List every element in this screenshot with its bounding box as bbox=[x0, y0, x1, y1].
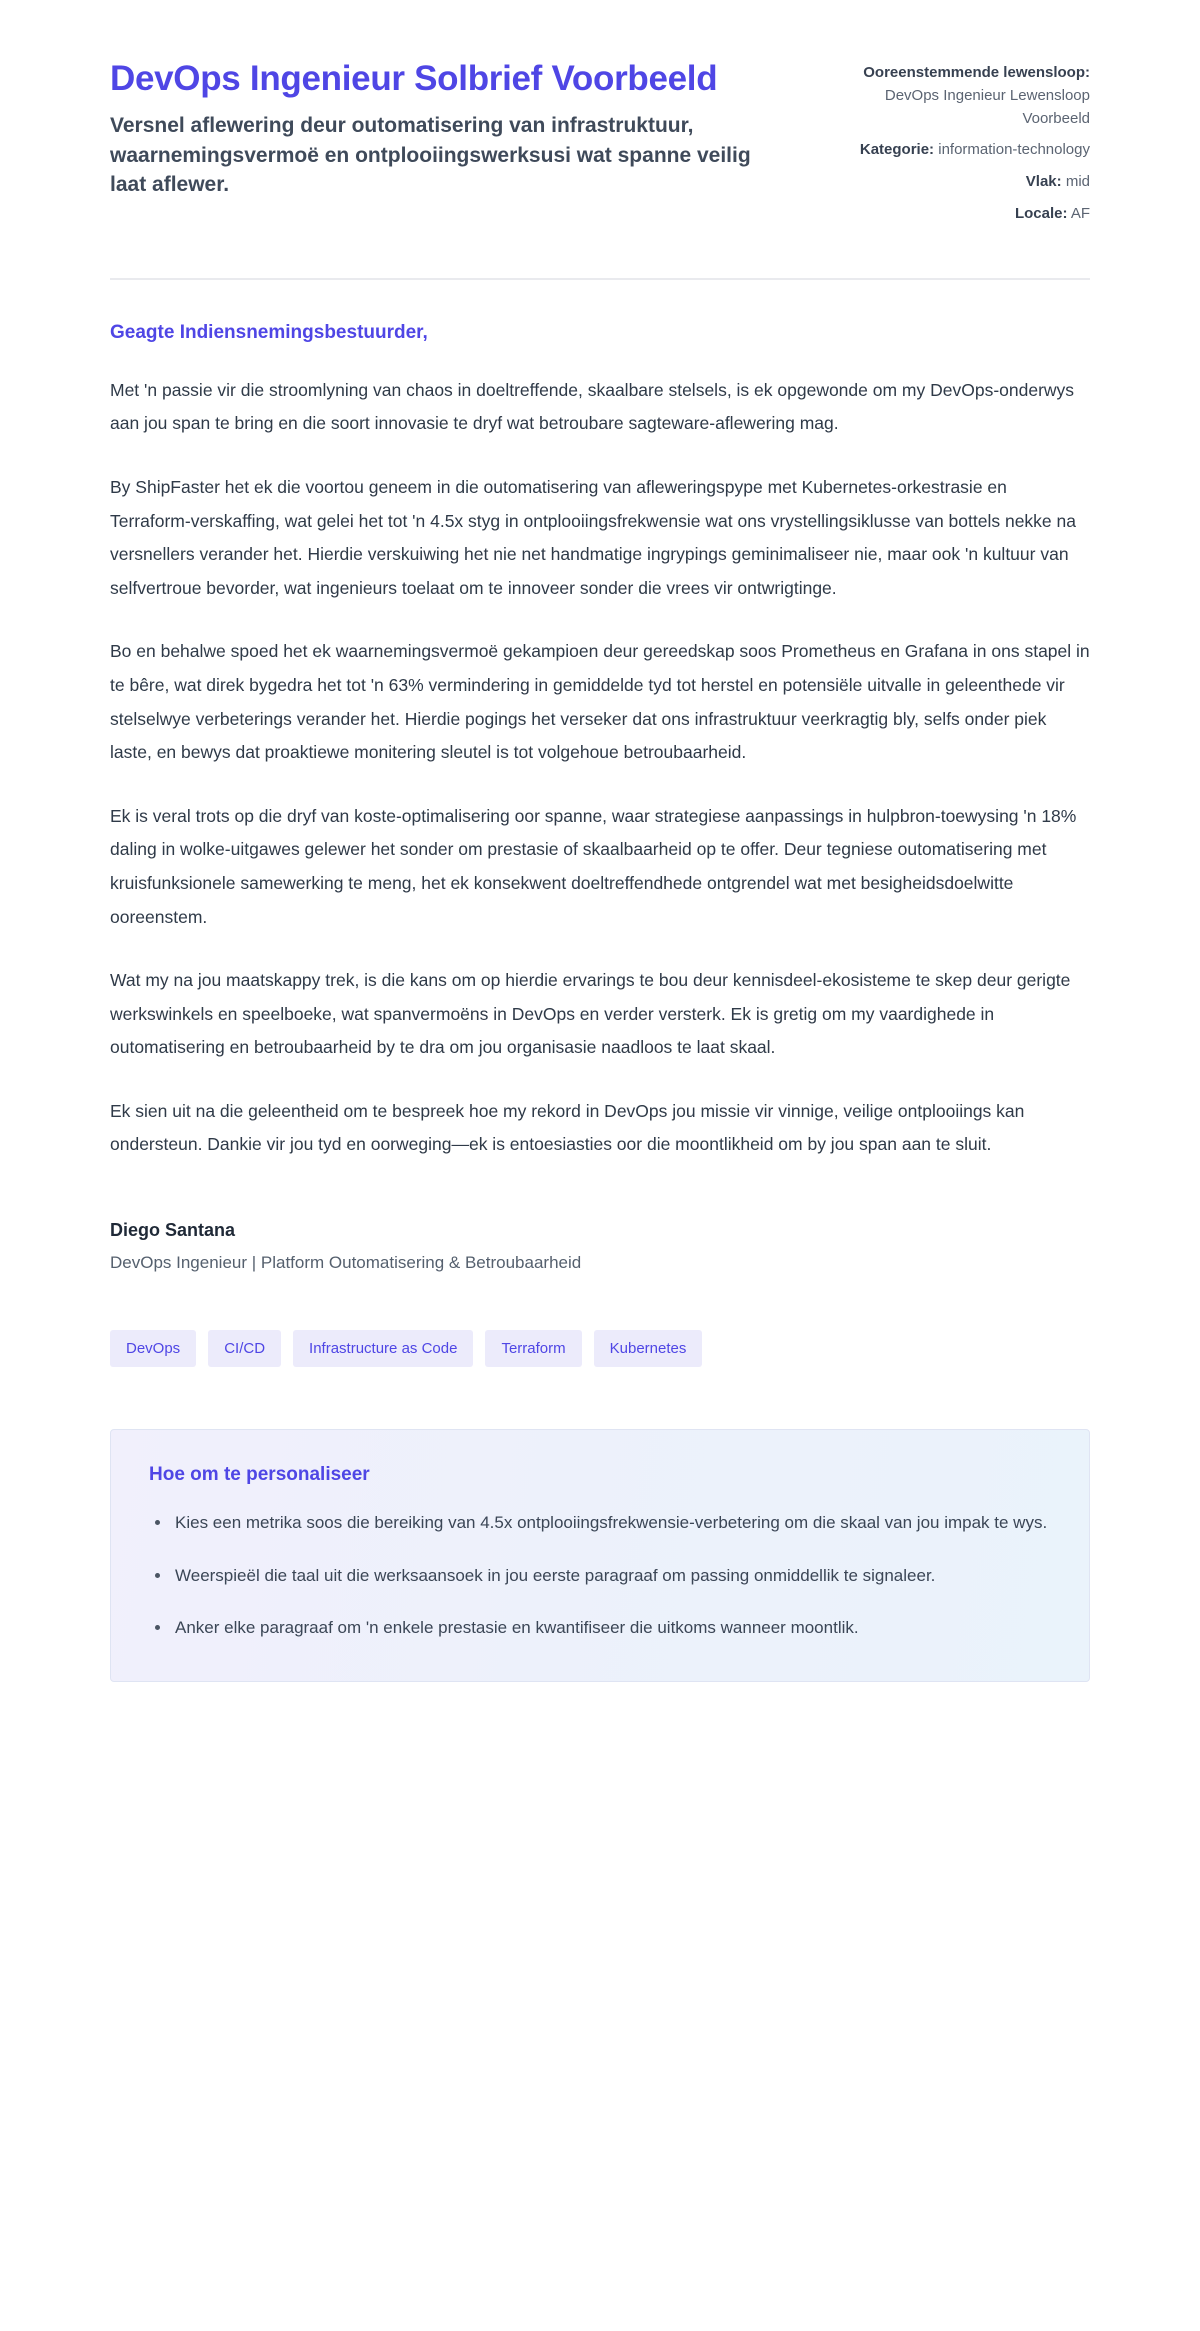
document-metadata bbox=[840, 58, 1090, 226]
tag-list bbox=[110, 1330, 1090, 1367]
signature-role: DevOps Ingenieur | Platform Outomatisering & Betroubaarheid bbox=[110, 1253, 582, 1273]
meta-value: mid bbox=[1065, 173, 1090, 191]
tag-chip[interactable]: DevOps bbox=[110, 1330, 196, 1367]
meta-label: Vlak: bbox=[1025, 173, 1062, 191]
callout-tip-item: Weerspieël die taal uit die werksaansoek in jou eerste paragraaf om passing onmiddellik te signaleer. bbox=[149, 1561, 1051, 1591]
tag-chip[interactable]: Kubernetes bbox=[594, 1330, 703, 1367]
letter-paragraph: Ek sien uit na die geleentheid om te bespreek hoe my rekord in DevOps jou missie vir vinnige, veilige ontplooiings kan ondersteun. Dankie vir jou tyd en oorweging—ek is entoesiasties oor die moontlikheid om by jou span aan te sluit. bbox=[110, 1100, 1025, 1155]
meta-row-level bbox=[840, 171, 1090, 194]
tag-chip[interactable]: Terraform bbox=[485, 1330, 581, 1367]
signature-name: Diego Santana bbox=[110, 1220, 236, 1241]
document-header bbox=[110, 0, 1090, 226]
letter-paragraph: Ek is veral trots op die dryf van koste-optimalisering oor spanne, waar strategiese aanpassings in hulpbron-toewysing 'n 18% daling in wolke-uitgawes gelewer het sonder om prestasie of skaalbaarheid op te offer. Deur tegniese outomatisering met kruisfunksionele samewerking te meng, het ek konsekwent doeltreffendhede ontgrendel wat met besigheidsdoelwitte ooreenstem. bbox=[110, 805, 1077, 927]
meta-row-matching-resume bbox=[840, 62, 1090, 130]
letter-paragraph: By ShipFaster het ek die voortou geneem in die outomatisering van afleweringspype met Kubernetes-orkestrasie en Terraform-verskaffing, wat gelei het tot 'n 4.5x styg in ontplooiingsfrekwensie wat ons vrystellingsiklusse van bottels nekke na versnellers verander het. Hierdie verskuiwing het nie net handmatige ingrypings geminimaliseer nie, maar ook 'n kultuur van selfvertroue bevorder, wat ingenieurs toelaat om te innoveer sonder die vrees vir ontwrigtinge. bbox=[110, 476, 1076, 598]
page-subtitle: Versnel aflewering deur outomatisering van infrastruktuur, waarnemingsvermoë en ontplooiingswerksusi wat spanne veilig laat aflewer. bbox=[110, 113, 751, 197]
salutation: Geagte Indiensnemingsbestuurder, bbox=[110, 321, 428, 343]
meta-label: Ooreenstemmende lewensloop: bbox=[863, 64, 1090, 81]
letter-body bbox=[110, 280, 1090, 1682]
letter-paragraph: Wat my na jou maatskappy trek, is die kans om op hierdie ervarings te bou deur kennisdeel-ekosisteme te skep deur gerigte werkswinkels en speelboeke, wat spanvermoëns in DevOps en verder versterk. Ek is gretig om my vaardighede in outomatisering en betroubaarheid by te dra om jou organisasie naadloos te laat skaal. bbox=[110, 970, 1071, 1058]
letter-paragraph: Met 'n passie vir die stroomlyning van chaos in doeltreffende, skaalbare stelsels, is ek opgewonde om my DevOps-onderwys aan jou span te bring en die soort innovasie te dryf wat betroubare sagteware-aflewering mag. bbox=[110, 379, 1075, 434]
callout-tip-list bbox=[149, 1508, 1051, 1643]
signature-block bbox=[110, 1220, 1090, 1276]
meta-value: information-technology bbox=[938, 141, 1090, 159]
letter-paragraph: Bo en behalwe spoed het ek waarnemingsvermoë gekampioen deur gereedskap soos Prometheus en Grafana in ons stapel in te bêre, wat direk bygedra het tot 'n 63% vermindering in gemiddelde tyd tot herstel en potensiële uitvalle in geleenthede vir stelselwye verbeterings verander het. Hierdie pogings het verseker dat ons infrastruktuur veerkragtig bly, selfs onder piek laste, en bewys dat proaktiewe monitering sleutel is tot volgehoue betroubaarheid. bbox=[110, 641, 1090, 763]
meta-label: Locale: bbox=[1014, 204, 1068, 222]
tag-chip[interactable]: Infrastructure as Code bbox=[293, 1330, 473, 1367]
header-title-block bbox=[110, 58, 770, 200]
callout-tip-item: Kies een metrika soos die bereiking van 4.5x ontplooiingsfrekwensie-verbetering om die skaal van jou impak te wys. bbox=[149, 1508, 1051, 1538]
meta-value: AF bbox=[1070, 204, 1090, 222]
callout-title: Hoe om te personaliseer bbox=[149, 1464, 370, 1486]
page-title: DevOps Ingenieur Solbrief Voorbeeld bbox=[110, 59, 718, 98]
callout-tip-item: Anker elke paragraaf om 'n enkele prestasie en kwantifiseer die uitkoms wanneer moontlik. bbox=[149, 1613, 1051, 1643]
meta-value: DevOps Ingenieur Lewensloop Voorbeeld bbox=[884, 86, 1090, 127]
meta-label: Kategorie: bbox=[859, 141, 935, 159]
meta-row-category bbox=[840, 139, 1090, 162]
tag-chip[interactable]: CI/CD bbox=[208, 1330, 281, 1367]
personalization-callout bbox=[110, 1429, 1090, 1682]
meta-row-locale bbox=[840, 203, 1090, 226]
